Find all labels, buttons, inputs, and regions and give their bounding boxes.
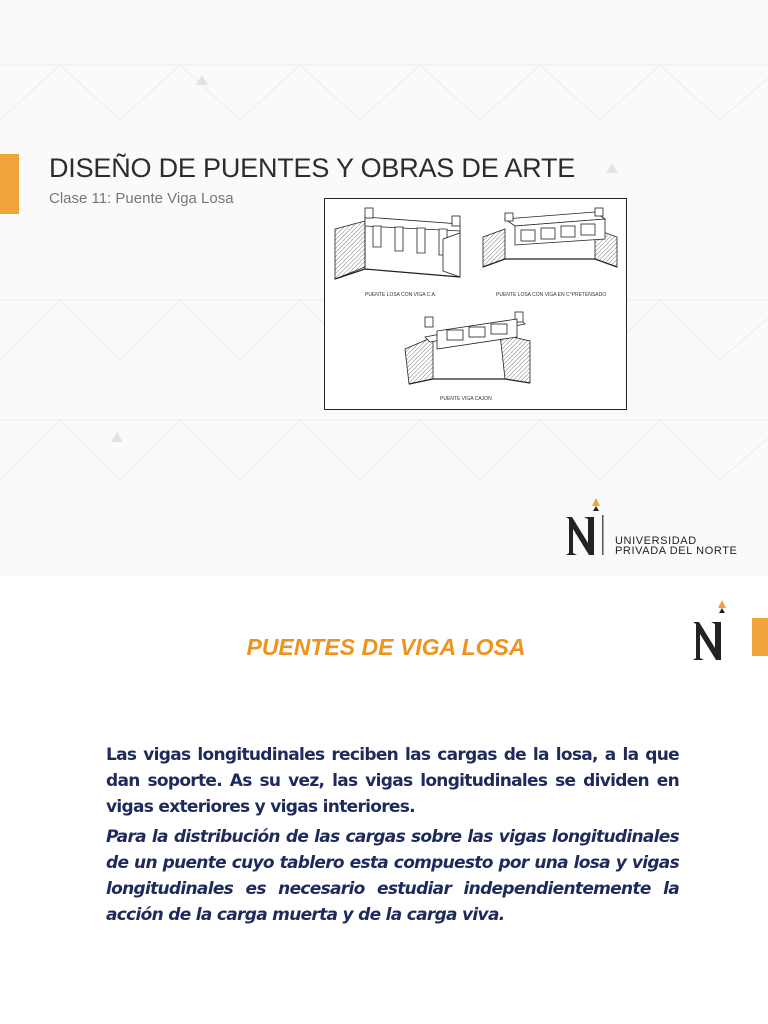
section-heading-wrap [0,634,768,661]
accent-bar [0,154,19,214]
caption-losa-viga-pretensado: PUENTE LOSA CON VIGA EN C°PRETENSADO [496,292,607,298]
logo-wordmark [615,536,737,556]
body-text [106,742,679,928]
upn-n-icon [562,497,614,559]
slide-subtitle: Clase 11: Puente Viga Losa [49,190,234,207]
upn-logo [562,497,762,557]
slide-2 [0,576,768,1024]
diagram-losa-viga-ca [335,208,460,279]
paragraph-2: Para la distribución de las cargas sobre las vigas longitudinales de un puente cuyo tablero esta compuesto por una losa y vigas longitudinales es necesario estudiar independientemente la acción de la carga muerta y de la carga viva. [106,827,679,925]
slide-title: DISEÑO DE PUENTES Y OBRAS DE ARTE [49,153,576,183]
bridge-diagrams [325,199,626,409]
caption-losa-viga-ca: PUENTE LOSA CON VIGA C.A. [365,292,437,298]
diagram-losa-viga-pretensado [483,208,617,267]
bridge-diagram-figure [324,198,627,410]
logo-line-1: UNIVERSIDAD [615,535,697,547]
diagram-viga-cajon [405,312,530,384]
paragraph-1: Las vigas longitudinales reciben las cargas de la losa, a la que dan soporte. As su vez, las vigas longitudinales se dividen en vigas exteriores y vigas interiores. [106,745,679,817]
section-heading: PUENTES DE VIGA LOSA [246,634,526,660]
logo-line-2: PRIVADA DEL NORTE [615,545,738,557]
caption-viga-cajon: PUENTE VIGA CAJON [440,396,492,402]
